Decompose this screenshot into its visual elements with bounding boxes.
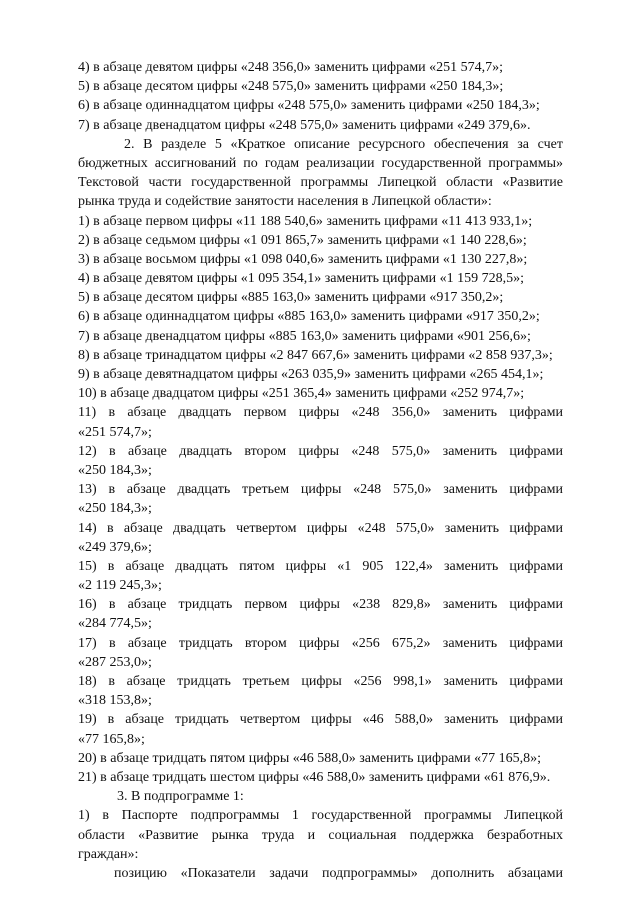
document-page (78, 58, 563, 883)
text-line: граждан»: (78, 846, 139, 862)
text-line: 5) в абзаце десятом цифры «248 575,0» заменить цифрами «250 184,3»; (78, 79, 504, 95)
text-line: 8) в абзаце тринадцатом цифры «2 847 667,6» заменить цифрами «2 858 937,3»; (78, 347, 553, 363)
text-line: 5) в абзаце десятом цифры «885 163,0» заменить цифрами «917 350,2»; (78, 290, 504, 306)
text-line: 6) в абзаце одиннадцатом цифры «885 163,0» заменить цифрами «917 350,2»; (78, 309, 540, 325)
text-line: 20) в абзаце тридцать пятом цифры «46 588,0» заменить цифрами «77 165,8»; (78, 750, 542, 766)
text-line: «250 184,3»; (78, 501, 152, 517)
text-line: 7) в абзаце двенадцатом цифры «248 575,0» заменить цифрами «249 379,6». (78, 117, 531, 133)
text-line: 7) в абзаце двенадцатом цифры «885 163,0» заменить цифрами «901 256,6»; (78, 328, 531, 344)
text-line: 9) в абзаце девятнадцатом цифры «263 035,9» заменить цифрами «265 454,1»; (78, 367, 544, 382)
text-line: 4) в абзаце девятом цифры «248 356,0» заменить цифрами «251 574,7»; (78, 60, 504, 75)
text-line: позицию «Показатели задачи подпрограммы» дополнить абзацами (114, 865, 563, 881)
text-line: 1) в абзаце первом цифры «11 188 540,6» заменить цифрами «11 413 933,1»; (78, 213, 533, 229)
text-line: 4) в абзаце девятом цифры «1 095 354,1» заменить цифрами «1 159 728,5»; (78, 271, 525, 287)
text-line: 11) в абзаце двадцать первом цифры «248 356,0» заменить цифрами (78, 405, 563, 421)
text-line: «318 153,8»; (78, 693, 152, 709)
text-line: 12) в абзаце двадцать втором цифры «248 575,0» заменить цифрами (78, 443, 563, 459)
text-line: 1) в Паспорте подпрограммы 1 государственной программы Липецкой (78, 808, 563, 824)
text-line: 14) в абзаце двадцать четвертом цифры «248 575,0» заменить цифрами (78, 520, 563, 536)
subsection-heading-line: 3. В подпрограмме 1: (117, 789, 244, 805)
text-line: «287 253,0»; (78, 654, 152, 670)
text-line: 18) в абзаце тридцать третьем цифры «256 998,1» заменить цифрами (78, 674, 563, 689)
text-line: области «Развитие рынка труда и социальная поддержка безработных (78, 827, 563, 843)
text-line: «251 574,7»; (78, 424, 152, 440)
text-line: 17) в абзаце тридцать втором цифры «256 675,2» заменить цифрами (78, 635, 563, 651)
section-heading-line: 2. В разделе 5 «Краткое описание ресурсного обеспечения за счет (124, 136, 563, 152)
text-line: 16) в абзаце тридцать первом цифры «238 829,8» заменить цифрами (78, 597, 563, 613)
text-line: «77 165,8»; (78, 731, 145, 747)
text-line: 3) в абзаце восьмом цифры «1 098 040,6» заменить цифрами «1 130 227,8»; (78, 251, 528, 267)
text-line: 13) в абзаце двадцать третьем цифры «248 575,0» заменить цифрами (78, 482, 563, 498)
text-line: «250 184,3»; (78, 462, 152, 478)
text-line: Текстовой части государственной программы Липецкой области «Развитие (78, 175, 563, 191)
text-line: бюджетных ассигнований по годам реализации государственной программы» (78, 155, 563, 171)
text-line: 2) в абзаце седьмом цифры «1 091 865,7» заменить цифрами «1 140 228,6»; (78, 232, 527, 248)
text-line: «284 774,5»; (78, 616, 152, 632)
text-line: 21) в абзаце тридцать шестом цифры «46 588,0» заменить цифрами «61 876,9». (78, 769, 551, 785)
text-line: рынка труда и содействие занятости населения в Липецкой области»: (78, 194, 492, 210)
text-line: 19) в абзаце тридцать четвертом цифры «46 588,0» заменить цифрами (78, 712, 563, 728)
text-line: 6) в абзаце одиннадцатом цифры «248 575,0» заменить цифрами «250 184,3»; (78, 98, 540, 114)
text-line: «249 379,6»; (78, 539, 152, 555)
text-line: 10) в абзаце двадцатом цифры «251 365,4» заменить цифрами «252 974,7»; (78, 386, 525, 402)
text-line: 15) в абзаце двадцать пятом цифры «1 905 122,4» заменить цифрами (78, 558, 563, 574)
text-line: «2 119 245,3»; (78, 578, 162, 594)
